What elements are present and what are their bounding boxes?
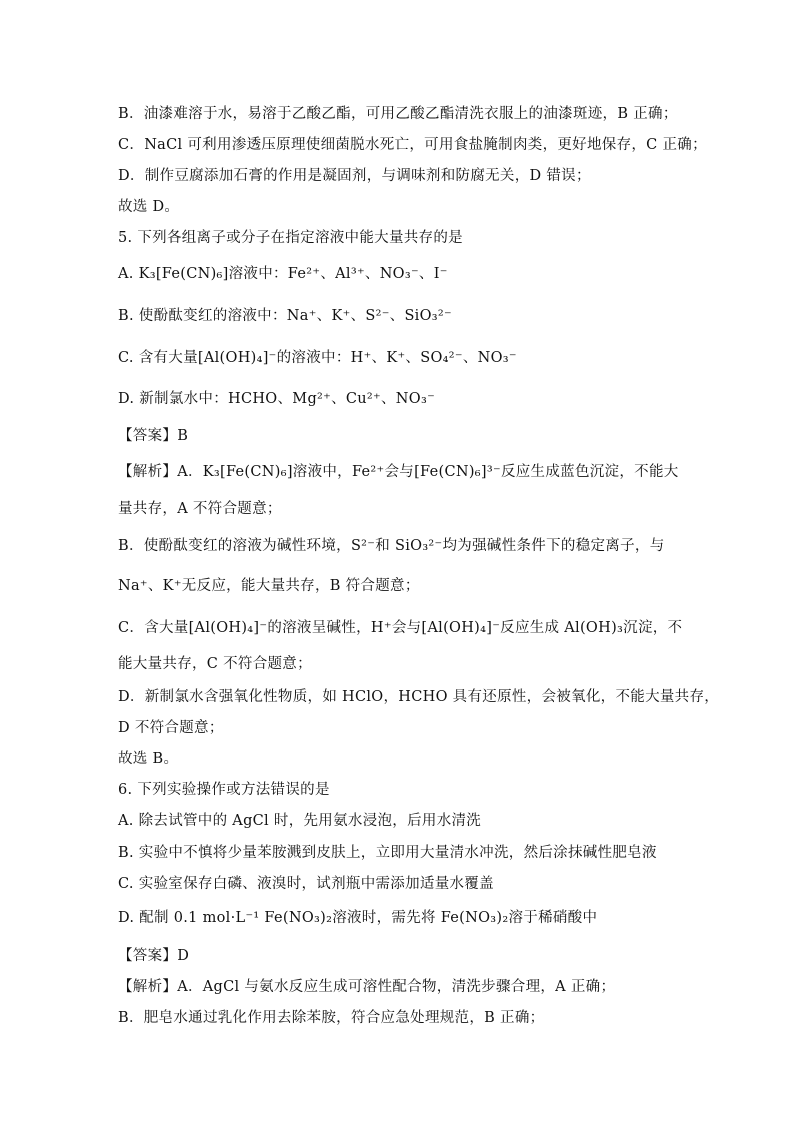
option-b: B. 使酚酞变红的溶液中：Na⁺、K⁺、S²⁻、SiO₃²⁻	[118, 308, 452, 324]
text-line: B．油漆难溶于水，易溶于乙酸乙酯，可用乙酸乙酯清洗衣服上的油漆斑迹，B 正确；	[118, 106, 678, 122]
analysis-text: 【解析】A．AgCl 与氨水反应生成可溶性配合物，清洗步骤合理，A 正确；	[118, 979, 616, 995]
option-d: D. 配制 0.1 mol·L⁻¹ Fe(NO₃)₂溶液时，需先将 Fe(NO₃)₂溶于稀硝酸中	[118, 910, 598, 926]
option-a: A. K₃[Fe(CN)₆]溶液中：Fe²⁺、Al³⁺、NO₃⁻、I⁻	[118, 266, 448, 282]
analysis-text: D．新制氯水含强氧化性物质，如 HClO，HCHO 具有还原性，会被氧化，不能大量共存，	[118, 689, 720, 705]
text-line: C．NaCl 可利用渗透压原理使细菌脱水死亡，可用食盐腌制肉类，更好地保存，C 正确；	[118, 137, 707, 153]
analysis-text: C．含大量[Al(OH)₄]⁻的溶液呈碱性，H⁺会与[Al(OH)₄]⁻反应生成 Al(OH)₃沉淀，不	[118, 620, 683, 636]
option-b: B. 实验中不慎将少量苯胺溅到皮肤上，立即用大量清水冲洗，然后涂抹碱性肥皂液	[118, 845, 657, 861]
analysis-text: B．使酚酞变红的溶液为碱性环境，S²⁻和 SiO₃²⁻均为强碱性条件下的稳定离子，与	[118, 538, 665, 554]
text-line: 故选 B。	[118, 751, 179, 767]
question-5-stem: 5. 下列各组离子或分子在指定溶液中能大量共存的是	[118, 230, 463, 246]
text-line: 故选 D。	[118, 199, 180, 215]
option-a: A. 除去试管中的 AgCl 时，先用氨水浸泡，后用水清洗	[118, 813, 482, 829]
answer-label: 【答案】B	[118, 428, 189, 444]
analysis-text: 【解析】A．K₃[Fe(CN)₆]溶液中，Fe²⁺会与[Fe(CN)₆]³⁻反应生成蓝色沉淀，不能大	[118, 464, 679, 480]
option-d: D. 新制氯水中：HCHO、Mg²⁺、Cu²⁺、NO₃⁻	[118, 391, 436, 407]
analysis-text: 量共存，A 不符合题意；	[118, 501, 282, 517]
analysis-text: 能大量共存，C 不符合题意；	[118, 656, 312, 672]
analysis-text: D 不符合题意；	[118, 720, 224, 736]
analysis-text: B．肥皂水通过乳化作用去除苯胺，符合应急处理规范，B 正确；	[118, 1010, 545, 1026]
analysis-text: Na⁺、K⁺无反应，能大量共存，B 符合题意；	[118, 578, 420, 594]
answer-label: 【答案】D	[118, 948, 190, 964]
text-line: D．制作豆腐添加石膏的作用是凝固剂，与调味剂和防腐无关，D 错误；	[118, 168, 591, 184]
option-c: C. 实验室保存白磷、液溴时，试剂瓶中需添加适量水覆盖	[118, 876, 494, 892]
option-c: C. 含有大量[Al(OH)₄]⁻的溶液中：H⁺、K⁺、SO₄²⁻、NO₃⁻	[118, 350, 517, 366]
question-6-stem: 6. 下列实验操作或方法错误的是	[118, 782, 330, 798]
